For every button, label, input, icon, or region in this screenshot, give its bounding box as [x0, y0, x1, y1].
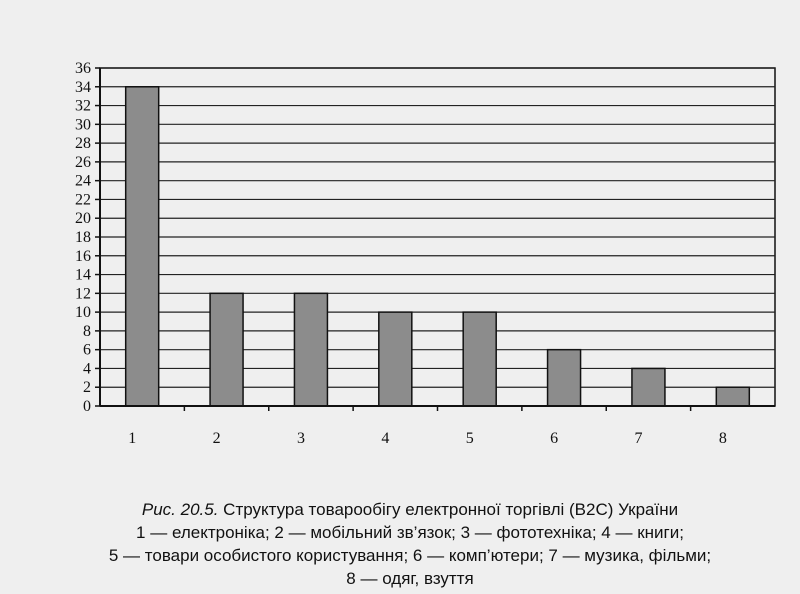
y-tick-label: 8 — [83, 322, 91, 340]
x-tick-label: 2 — [212, 430, 221, 447]
caption-legend-line-3: 8 — одяг, взуття — [346, 569, 474, 588]
x-tick-label: 3 — [296, 430, 305, 447]
bar-6 — [548, 350, 581, 406]
x-tick-label: 5 — [465, 430, 474, 447]
y-tick-label: 28 — [75, 135, 91, 153]
bar-7 — [632, 368, 665, 406]
y-tick-label: 12 — [75, 285, 91, 303]
caption-title-line — [60, 498, 760, 521]
y-tick-label: 18 — [75, 229, 91, 246]
y-tick-label: 0 — [83, 398, 91, 415]
y-tick-label: 34 — [75, 78, 91, 96]
y-tick-labels — [75, 60, 91, 415]
x-tick-label: 4 — [381, 430, 390, 447]
y-tick-label: 4 — [83, 360, 91, 378]
bar-8 — [716, 387, 749, 406]
y-tick-label: 10 — [75, 304, 91, 322]
y-tick-label: 36 — [75, 60, 91, 77]
y-tick-label: 16 — [75, 247, 91, 265]
y-tick-label: 30 — [75, 116, 91, 134]
bar-2 — [210, 293, 243, 406]
bars — [126, 87, 750, 406]
figure-number: Рис. 20.5. — [141, 500, 219, 519]
x-tick-label: 1 — [128, 430, 137, 447]
x-tick-label: 7 — [634, 430, 643, 447]
figure-title: Структура товарообігу електронної торгівлі (B2C) України — [218, 500, 679, 519]
y-tick-label: 22 — [75, 191, 91, 209]
y-tick-label: 2 — [83, 379, 91, 397]
caption-legend-line-1: 1 — електроніка; 2 — мобільний зв’язок; 3 — фототехніка; 4 — книги; — [136, 523, 684, 542]
x-tick-labels — [128, 406, 727, 447]
y-tick-label: 20 — [75, 210, 91, 228]
x-tick-label: 6 — [550, 430, 559, 447]
bar-1 — [126, 87, 159, 406]
y-tick-label: 14 — [75, 266, 91, 284]
caption-legend-line-2: 5 — товари особистого користування; 6 — комп’ютери; 7 — музика, фільми; — [108, 546, 712, 565]
figure-caption — [60, 498, 760, 590]
y-tick-label: 32 — [75, 97, 91, 115]
bar-5 — [463, 312, 496, 406]
y-tick-label: 6 — [83, 341, 91, 359]
bar-3 — [294, 293, 327, 406]
y-tick-label: 26 — [75, 153, 91, 171]
y-tick-label: 24 — [75, 172, 91, 190]
x-tick-label: 8 — [718, 430, 727, 447]
gridlines — [95, 68, 775, 406]
bar-4 — [379, 312, 412, 406]
